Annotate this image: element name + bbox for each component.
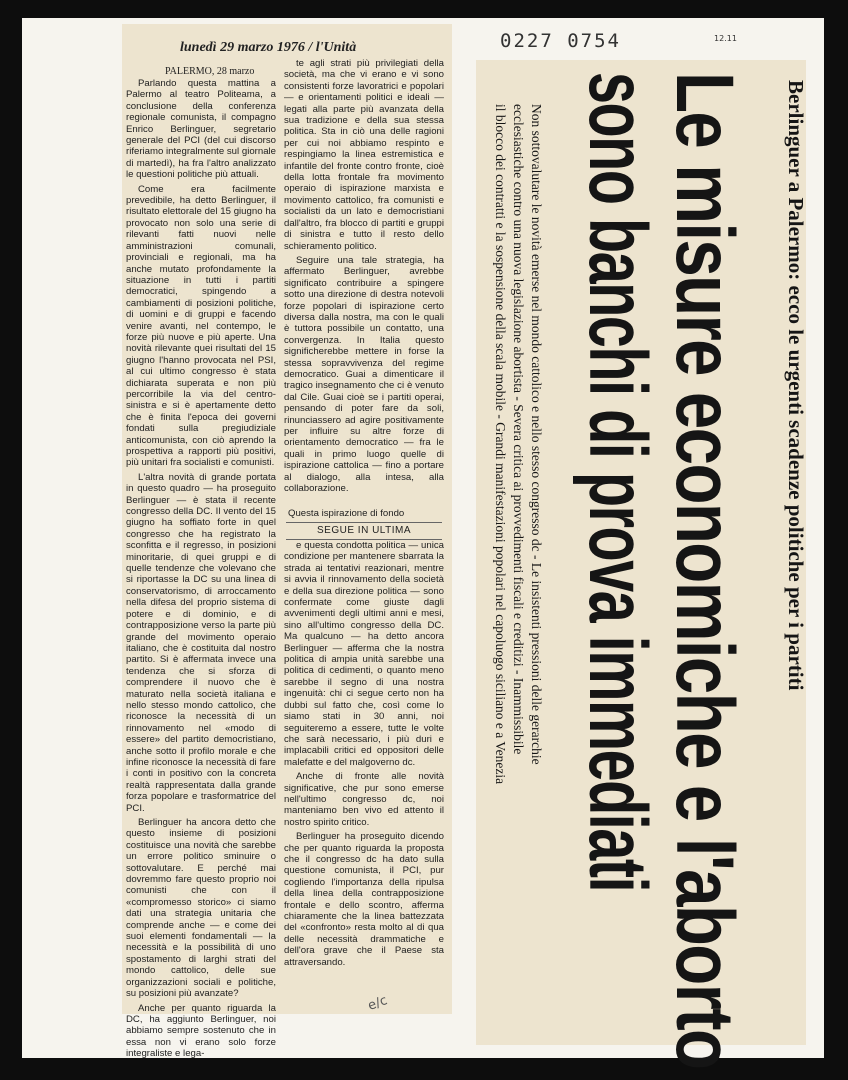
paragraph: Parlando questa mattina a Palermo al teatro Politeama, a conclusione della conferenza regionale comunista, il compagno Enrico Berlinguer, segretario generale del PCI (del cui discorso riferiamo integralmente sul giornale di martedì), ha fra l'altro analizzato le questioni politiche più attuali.	[126, 78, 276, 181]
headline-kicker: Berlinguer a Palermo: ecco le urgenti scadenze politiche per i partiti	[784, 80, 808, 691]
article-column-3	[284, 540, 444, 1015]
article-column-1	[126, 78, 276, 1060]
archive-small-mark: 12.11	[714, 34, 737, 43]
subheadline-line: Non sottovalutare le novità emerse nel mondo cattolico e nello stesso congresso dc - Le insistenti pressioni delle gerarchie	[529, 104, 544, 765]
paragraph: Anche di fronte alle novità significative, che pur sono emerse nell'ultimo congresso dc, noi manteniamo ben vivo ed attento il nostro spirito critico.	[284, 771, 444, 828]
paragraph: Come era facilmente prevedibile, ha detto Berlinguer, il risultato elettorale del 15 giugno ha provocato non solo una serie di rilevanti fatti nuovi nelle amministrazioni comunali, provinciali e regionali, ma ha anche mutato profondamente la situazione in tutti i partiti democratici, spingendo a cambiamenti di posizioni politiche, di uomini e di gruppi e facendo venire avanti, nel contempo, le forze più nuove e più aperte. Una novità rilevante quei risultati del 15 giugno l'hanno provocata nel PSI, al cui ultimo congresso è stata dichiarata superata e non più percorribile la via del centro-sinistra e si è apertamente detto che è finita l'epoca dei governi fondati sulla pregiudiziale anticomunista, con ciò aprendo la prospettiva a rapporti più positivi, più unitari fra socialisti e comunisti.	[126, 183, 276, 469]
headline-line-1: Le misure economiche e l'aborto	[659, 72, 750, 1069]
paragraph: Seguire una tale strategia, ha affermato Berlinguer, avrebbe significato contribuire a spingere sotto una direzione di destra notevoli forze popolari di ispirazione certo diversa dalla nostra, ma con le quali è tuttora possibile un contatto, una convergenza. In Italia questo significherebbe mettere in forse la stessa sopravvivenza del regime democratico. Guai a dimenticare il tragico insegnamento che ci è venuto dal Cile. Guai cioè se i partiti operai, pensando di poter fare da soli, rinunciassero ad agire positivamente per influire su altre forze di orientamento democratico — fra le quali in primo luogo quelle di ispirazione cattolica — fino a portare al dialogo, alla intesa, alla collaborazione.	[284, 254, 444, 495]
paragraph: e questa condotta politica — unica condizione per mantenere sbarrata la strada ai tentativi reazionari, mentre si avvia il rinnovamento della società e della sua direzione politica — sono confermate come giuste dagli avvenimenti degli ultimi anni e mesi, sino all'ultimo congresso della DC. Ma qualcuno — ha detto ancora Berlinguer — afferma che la nostra politica di ampia unità sarebbe una politica di cedimenti, o quanto meno sarebbe il segno di una nostra ingenuità: chi ci segue certo non ha dubbi sul fatto che, così come lo siamo stati in 30 anni, noi seguiteremo a essere, tutte le volte che sarà necessario, i più duri e implacabili critici ed oppositori delle malefatte e del malgoverno dc.	[284, 540, 444, 768]
subheadline-line: il blocco dei contratti e la sospensione della scala mobile - Grandi manifestazioni popolari nel capoluogo siciliano e a Venezia	[493, 104, 508, 785]
paragraph: Anche per quanto riguarda la DC, ha aggiunto Berlinguer, noi abbiamo sempre sostenuto che in essa non vi erano solo forze integraliste e lega-	[126, 1002, 276, 1060]
subheadline-line: ecclesiastiche contro una nuova legislazione abortista - Severa critica ai provvedimenti fiscali e creditizi - Inammissibile	[511, 104, 526, 755]
continues-label: SEGUE IN ULTIMA	[286, 522, 442, 540]
paragraph: L'altra novità di grande portata in questo quadro — ha proseguito Berlinguer — è stata il recente congresso della DC. Il vento del 15 giugno ha soffiato forte in quel congresso che ha registrato la sconfitta e il regresso, in posizioni minoritarie, di quei gruppi e di quelle tendenze che volevano che si riportasse la DC su una linea di conservatorismo, di arroccamento nella difesa del proprio sistema di potere e di dominio, e di contrapposizione verso la parte più grande del movimento operaio italiano, che è costituita dal nostro partito. Si è affermata invece una tendenza che si sforza di comprendere il nuovo che è maturato nella società italiana e nello stesso mondo cattolico, che riconosce la necessità di un rinnovamento nel «modo di essere» del partito democristiano, anche sotto il profilo morale e che infine riconosce la necessità di fare i conti in positivo con la concreta realtà rappresentata dalla grande forza popolare e trasformatrice del PCI.	[126, 471, 276, 814]
handwritten-mark: e/c	[366, 993, 390, 1014]
dateline: PALERMO, 28 marzo	[165, 66, 255, 77]
paragraph: te agli strati più privilegiati della società, ma che vi erano e vi sono consistenti forze lavoratrici e popolari — e orientamenti politici e ideali — legati alla parte più avanzata della sua tradizione e della sua stessa politica. Sta in ciò una delle ragioni per cui noi abbiamo respinto e respingiamo la linea estremistica e infantile del fronte contro fronte, cioè della lotta frontale fra movimento operaio di ispirazione marxista e movimento cattolico, fra comunisti e socialisti da un lato e democristiani dall'altro, fra blocco di partiti e gruppi di sinistra e tutto il resto dello schieramento politico.	[284, 58, 444, 252]
archive-stamp: 0227 0754	[500, 30, 621, 52]
column-signoff: Questa ispirazione di fondo	[288, 508, 405, 519]
headline-line-2: sono banchi di prova immediati	[572, 72, 663, 892]
paragraph: Berlinguer ha ancora detto che questo insieme di posizioni costituisce una novità che sarebbe un errore politico sminuire o sottovalutare. E perché mai dovremmo fare questo proprio noi comunisti che con il «compromesso storico» ci siamo dati una strategia unitaria che comprende anche — e come dei suoi elementi fondamentali — la necessità e la possibilità di uno spostamento di larghi strati del mondo cattolico, delle sue organizzazioni sociali e politiche, su posizioni più avanzate?	[126, 817, 276, 1000]
paragraph: Berlinguer ha proseguito dicendo che per quanto riguarda la proposta che il congresso dc ha dato sulla questione comunista, il PCI, pur cogliendo l'importanza della ripulsa della linea della contrapposizione frontale e dello scontro, afferma chiaramente che la linea battezzata del «confronto» resta molto al di qua delle necessità drammatiche e dell'ora grave che il Paese sta attraversando.	[284, 831, 444, 968]
article-column-2	[284, 58, 444, 513]
newspaper-masthead: lunedì 29 marzo 1976 / l'Unità	[180, 40, 357, 55]
